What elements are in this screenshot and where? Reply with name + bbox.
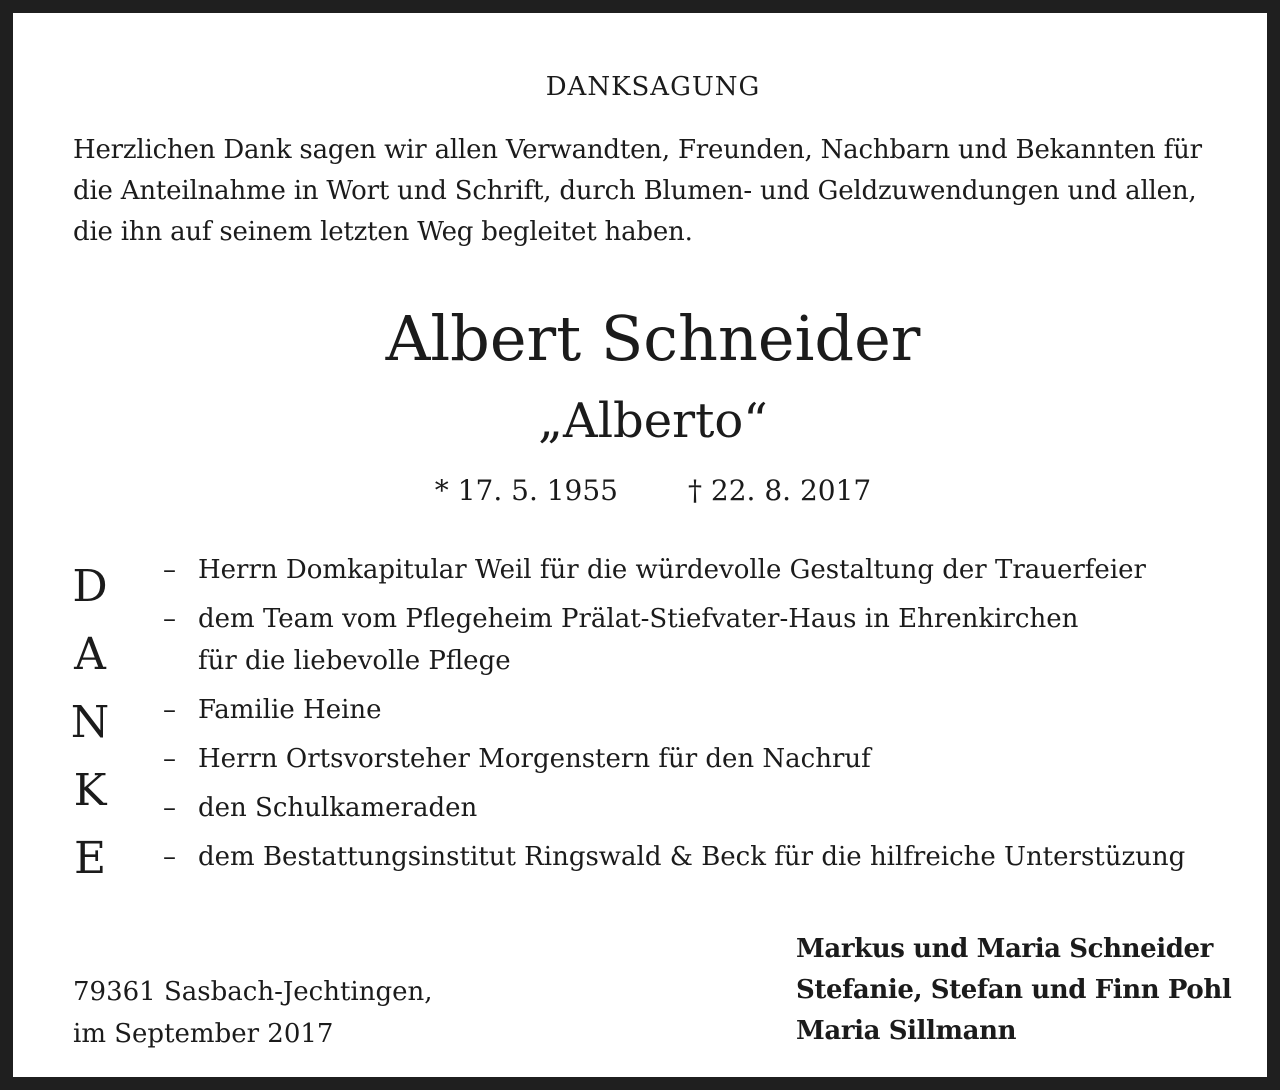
place-line: 79361 Sasbach-Jechtingen,: [73, 977, 433, 1007]
danke-letter: D: [72, 561, 108, 612]
list-dash: –: [163, 842, 176, 872]
signers-block: [796, 929, 1231, 1052]
thanks-item: [163, 787, 1253, 829]
thanks-item-text: dem Bestattungsinstitut Ringswald & Beck für die hilfreiche Unterstüzung: [198, 842, 1186, 872]
date-line: im September 2017: [73, 1019, 334, 1049]
signer-name: Maria Sillmann: [796, 1016, 1017, 1046]
birth-date: * 17. 5. 1955: [434, 474, 618, 507]
thanks-item-text: dem Team vom Pflegeheim Prälat-Stiefvater-Haus in Ehrenkirchen: [198, 604, 1079, 634]
thanks-item: [163, 836, 1253, 878]
list-dash: –: [163, 744, 176, 774]
danke-letter: E: [73, 833, 107, 884]
danke-letter: K: [73, 765, 107, 816]
place-and-date: [73, 971, 433, 1055]
thanks-item-text: Familie Heine: [198, 695, 382, 725]
thanks-item: [163, 549, 1253, 591]
death-date: † 22. 8. 2017: [688, 474, 872, 507]
thanks-item-text: den Schulkameraden: [198, 793, 478, 823]
notice-heading: DANKSAGUNG: [545, 72, 761, 102]
thanks-item-text: Herrn Domkapitular Weil für die würdevolle Gestaltung der Trauerfeier: [198, 555, 1146, 585]
thanks-list: [163, 549, 1253, 885]
list-dash: –: [163, 604, 176, 634]
thanks-item-text-continued: für die liebevolle Pflege: [198, 646, 511, 676]
intro-paragraph: Herzlichen Dank sagen wir allen Verwandten, Freunden, Nachbarn und Bekannten für die Anteilnahme in Wort und Schrift, durch Blumen- und Geldzuwendungen und allen, die ihn auf seinem letzten Weg begleitet haben.: [73, 135, 1202, 247]
list-dash: –: [163, 793, 176, 823]
danke-vertical-word: [65, 553, 115, 893]
signer-name: Stefanie, Stefan und Finn Pohl: [796, 975, 1232, 1005]
deceased-name: Albert Schneider: [385, 302, 921, 375]
thanks-item: [163, 738, 1253, 780]
thanks-item-text: Herrn Ortsvorsteher Morgenstern für den Nachruf: [198, 744, 871, 774]
list-dash: –: [163, 555, 176, 585]
thanks-item: [163, 689, 1253, 731]
signer-name: Markus und Maria Schneider: [796, 934, 1213, 964]
list-dash: –: [163, 695, 176, 725]
danke-letter: N: [70, 697, 110, 748]
deceased-nickname: „Alberto“: [538, 393, 768, 449]
danke-letter: A: [74, 629, 106, 680]
life-dates: [13, 471, 1280, 511]
thanks-item: [163, 598, 1253, 682]
